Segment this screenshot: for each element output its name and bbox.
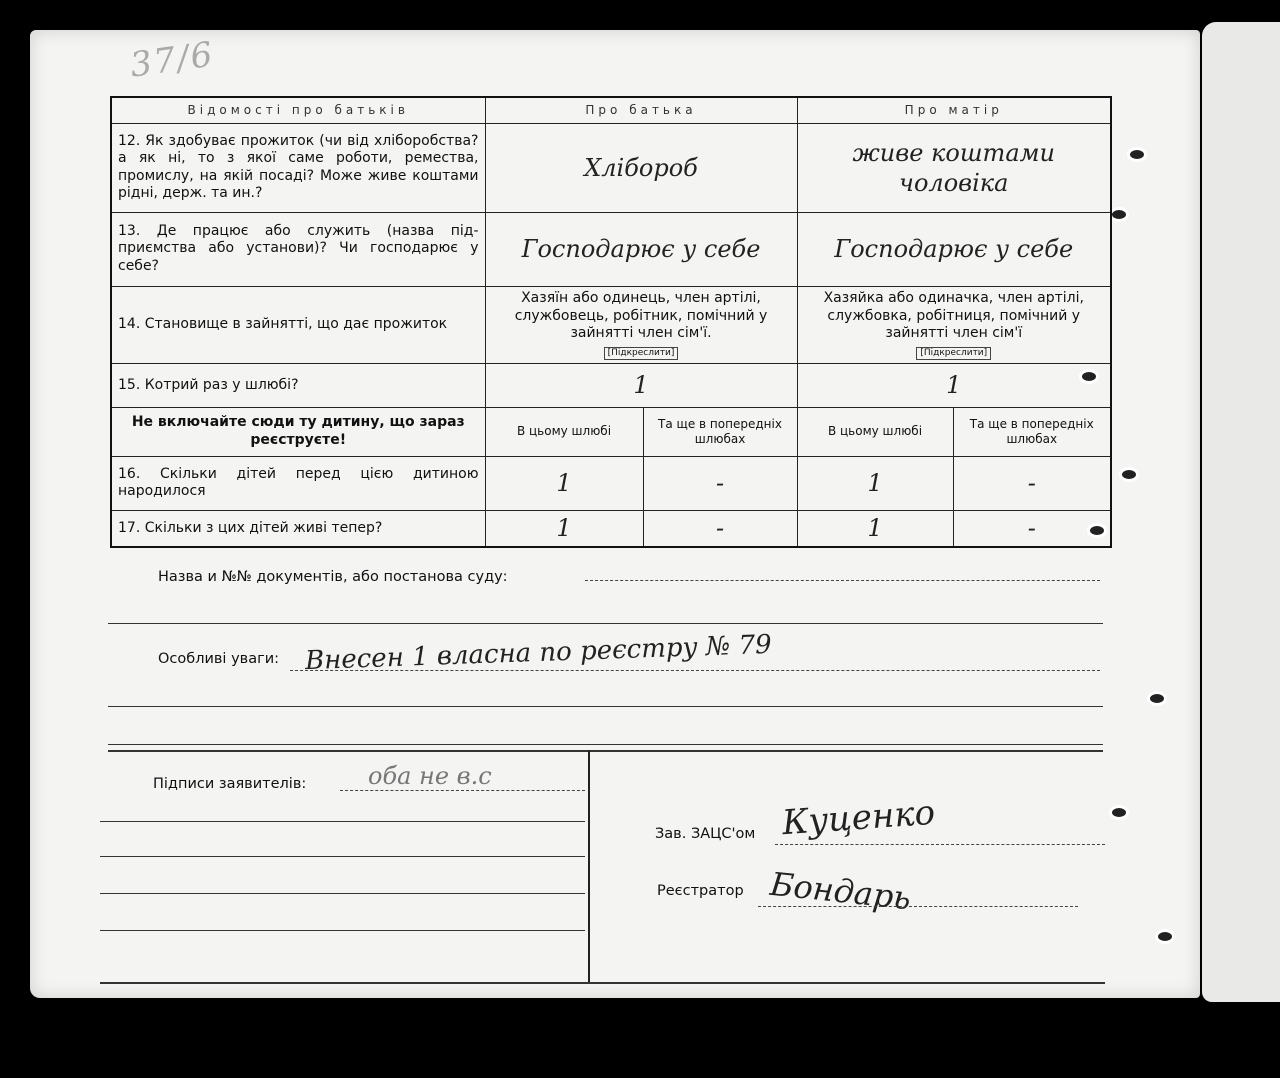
registrar-line xyxy=(758,906,1078,907)
archive-number: 37/6 xyxy=(127,34,217,86)
question-17: 17. Скільки з цих дітей живі тепер? xyxy=(111,510,485,547)
parents-info-table xyxy=(110,96,1112,548)
applicants-line xyxy=(340,790,585,791)
registrar-label: Реєстратор xyxy=(657,883,744,899)
applicants-line-3 xyxy=(100,856,585,857)
applicants-signature: оба не в.с xyxy=(368,762,492,790)
head-line xyxy=(775,844,1105,845)
father-children-born-prev: - xyxy=(643,457,797,511)
father-employment-status xyxy=(485,286,797,363)
children-note: Не включайте сюди ту дитину, що зараз реєструєте! xyxy=(111,407,485,457)
underline-note: [Підкреслити] xyxy=(916,347,991,360)
father-this-marriage-header: В цьому шлюбі xyxy=(485,407,643,457)
father-marriage-count: 1 xyxy=(485,364,797,407)
father-children-born-this: 1 xyxy=(485,457,643,511)
binding-hole xyxy=(1112,210,1126,219)
signature-divider xyxy=(588,750,590,982)
father-children-alive-prev: - xyxy=(643,510,797,547)
documents-line xyxy=(585,580,1100,581)
mother-children-alive-prev: - xyxy=(953,510,1111,547)
mother-workplace: Господарює у себе xyxy=(797,212,1111,286)
remarks-line-3 xyxy=(108,744,1103,745)
remarks-label: Особливі уваги: xyxy=(158,651,280,667)
father-status-options: Хазяїн або одинець, член артілі, службовець, робітник, помічний у зайнятті член сім'ї. xyxy=(514,290,768,342)
signature-block-top xyxy=(108,750,1103,752)
page-bottom-border xyxy=(100,982,1105,984)
applicants-line-5 xyxy=(100,930,585,931)
applicants-line-4 xyxy=(100,893,585,894)
binding-hole xyxy=(1158,932,1172,941)
mother-status-options: Хазяйка або одиначка, член артілі, службовка, робітниця, помічний у зайнятті член сім'ї xyxy=(823,290,1084,342)
remarks-line xyxy=(290,670,1100,671)
question-13: 13. Де працює або служить (назва підприємства або установи)? Чи господарює у себе? xyxy=(111,212,485,286)
underline-note: [Підкреслити] xyxy=(604,347,679,360)
mother-children-born-prev: - xyxy=(953,457,1111,511)
father-prev-marriages-header: Та ще в попередніх шлюбах xyxy=(643,407,797,457)
binding-hole xyxy=(1112,808,1126,817)
father-children-alive-this: 1 xyxy=(485,510,643,547)
head-label: Зав. ЗАЦС'ом xyxy=(655,826,756,842)
question-12: 12. Як здобуває прожиток (чи від хліборобства? а як ні, то з якої саме роботи, ремества, промислу, на якій посаді? Може живе коштами рідні, держ. та ин.? xyxy=(111,123,485,212)
next-page-edge xyxy=(1202,22,1280,1002)
question-15: 15. Котрий раз у шлюбі? xyxy=(111,364,485,407)
mother-employment-status xyxy=(797,286,1111,363)
remarks-line-2 xyxy=(108,706,1103,707)
header-info: Відомості про батьків xyxy=(111,97,485,123)
mother-prev-marriages-header: Та ще в попередніх шлюбах xyxy=(953,407,1111,457)
applicants-label: Підписи заявителів: xyxy=(153,776,307,792)
binding-hole xyxy=(1130,150,1144,159)
mother-this-marriage-header: В цьому шлюбі xyxy=(797,407,953,457)
father-workplace: Господарює у себе xyxy=(485,212,797,286)
documents-label: Назва и №№ документів, або постанова суду: xyxy=(158,569,508,585)
father-livelihood: Хлібороб xyxy=(485,123,797,212)
question-16: 16. Скільки дітей перед цією дитиною народилося xyxy=(111,457,485,511)
binding-hole xyxy=(1122,470,1136,479)
applicants-line-2 xyxy=(100,821,585,822)
head-signature: Куценко xyxy=(780,792,937,844)
registrar-signature: Бондарь xyxy=(768,864,913,918)
mother-livelihood: живе коштами чоловіка xyxy=(797,123,1111,212)
binding-hole xyxy=(1150,694,1164,703)
mother-children-alive-this: 1 xyxy=(797,510,953,547)
documents-line-2 xyxy=(108,623,1103,624)
header-father: Про батька xyxy=(485,97,797,123)
header-mother: Про матір xyxy=(797,97,1111,123)
mother-marriage-count: 1 xyxy=(797,364,1111,407)
mother-children-born-this: 1 xyxy=(797,457,953,511)
question-14: 14. Становище в зайнятті, що дає прожиток xyxy=(111,286,485,363)
remarks-value: Внесен 1 власна по реєстру № 79 xyxy=(304,629,773,677)
